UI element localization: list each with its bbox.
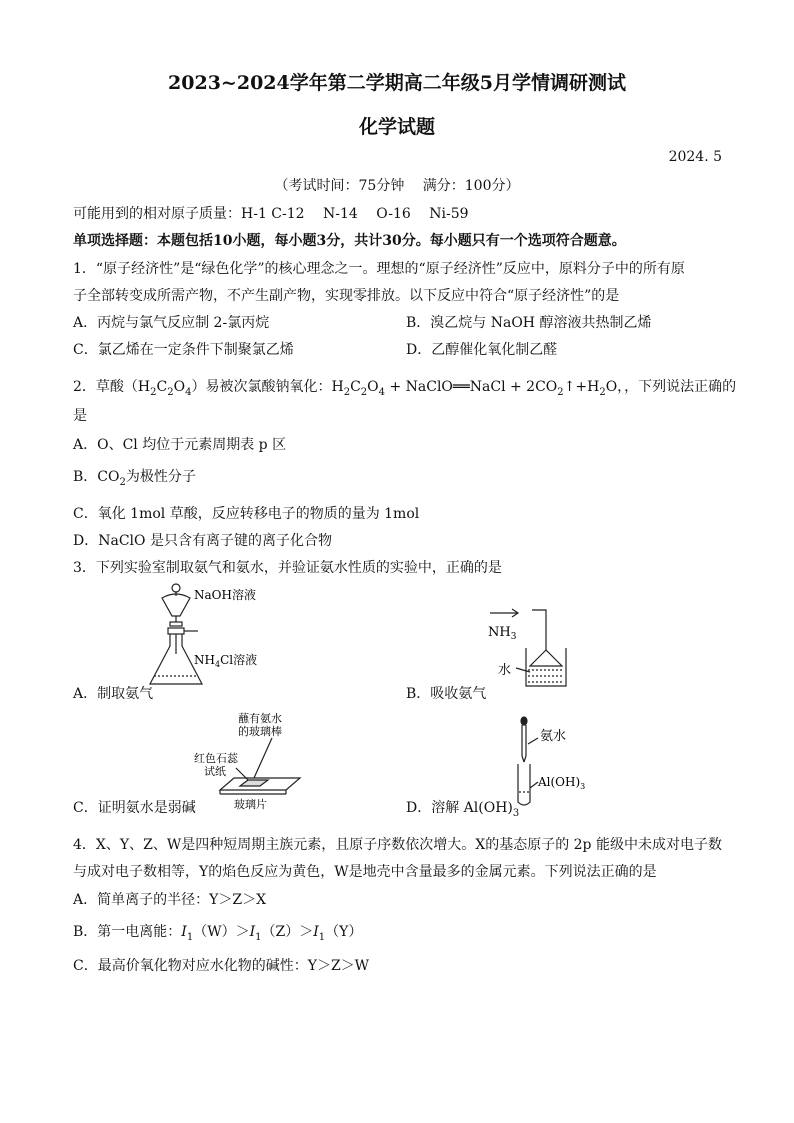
q3-option-b: B．吸收氨气 <box>406 686 487 702</box>
q4-option-b-w: （W）＞ <box>193 924 250 940</box>
q4-option-b-prefix: B．第一电离能： <box>73 924 182 940</box>
q3-option-d <box>406 797 519 819</box>
figure-b-gas-label: $NH_3$ <box>488 625 517 642</box>
q1-option-b: B．溴乙烷与 NaOH 醇溶液共热制乙烯 <box>406 315 652 331</box>
figure-c-rod-line2: 的玻璃棒 <box>238 725 282 738</box>
formula-o: O <box>173 379 186 395</box>
exam-info: （考试时间：75分钟 满分：100分） <box>274 178 520 194</box>
q2-option-d: D．NaClO 是只含有离子键的离子化合物 <box>73 533 332 549</box>
q2-option-a: A．O、Cl 均位于元素周期表 p 区 <box>73 437 287 453</box>
sub: 2 <box>119 476 126 488</box>
q1-option-a: A．丙烷与氯气反应制 2-氯丙烷 <box>73 315 270 331</box>
q2-stem-line1 <box>73 376 736 398</box>
formula-h: H <box>137 379 151 395</box>
sub: 3 <box>512 807 520 819</box>
figure-c-paper-line2: 试纸 <box>204 765 226 778</box>
q2-stem-line2: 是 <box>73 408 87 424</box>
exam-date: 2024. 5 <box>668 149 722 165</box>
figure-c-paper-line1: 红色石蕊 <box>194 752 238 765</box>
figure-b-apparatus <box>486 608 586 690</box>
figure-c-apparatus <box>190 712 320 812</box>
figure-a-label-bottom: $NH_4Cl$溶液 <box>194 653 258 669</box>
sub: 1 <box>186 931 194 943</box>
sub: 4 <box>185 386 192 398</box>
sub: 2 <box>557 386 564 398</box>
formula-c: C <box>156 379 168 395</box>
exam-subtitle: 化学试题 <box>358 116 435 138</box>
sub: 1 <box>255 931 262 943</box>
sub: 2 <box>599 386 606 398</box>
sub: 2 <box>360 386 368 398</box>
symbol-i: I <box>249 924 256 940</box>
q2-stem-mid: ）易被次氯酸钠氧化： <box>191 379 332 395</box>
q3-option-c: C．证明氨水是弱碱 <box>73 800 196 816</box>
figure-b-water-label: 水 <box>498 663 512 678</box>
symbol-i: I <box>313 924 319 940</box>
sub: 2 <box>167 386 174 398</box>
q2-option-b-suffix: 为极性分子 <box>125 469 196 485</box>
q3-option-d-prefix: D．溶解 Al(OH) <box>406 800 513 816</box>
q4-stem-line2: 与成对电子数相等，Y的焰色反应为黄色，W是地壳中含量最多的金属元素。下列说法正确的是 <box>73 864 657 880</box>
symbol-i: I <box>181 924 187 940</box>
q1-stem-line2: 子全部转变成所需产物，不产生副产物，实现零排放。以下反应中符合“原子经济性”的是 <box>73 288 620 304</box>
q2-equation-end: ↑+H <box>563 379 600 395</box>
q4-option-b-z: （Z）＞ <box>261 924 314 940</box>
q3-stem: 3．下列实验室制取氨气和氨水，并验证氨水性质的实验中，正确的是 <box>73 560 502 576</box>
q2-option-b-prefix: B．CO <box>73 469 120 485</box>
q1-stem-line1: 1．“原子经济性”是“绿色化学”的核心理念之一。理想的“原子经济性”反应中，原料分子中的所有原 <box>73 261 685 277</box>
atomic-masses: 可能用到的相对原子质量：H-1 C-12 N-14 O-16 Ni-59 <box>73 206 469 222</box>
q4-option-a: A．简单离子的半径：Y＞Z＞X <box>73 892 267 908</box>
figure-c-plate-label: 玻璃片 <box>234 798 267 811</box>
figure-a-apparatus <box>140 582 300 694</box>
figure-c-rod-line1: 蘸有氨水 <box>238 712 282 725</box>
q3-option-a: A．制取氨气 <box>73 686 154 702</box>
q4-option-b-y: （Y） <box>325 924 363 940</box>
q4-option-c: C．最高价氧化物对应水化物的碱性：Y＞Z＞W <box>73 958 370 974</box>
sub: 2 <box>343 386 351 398</box>
q2-stem-suffix: O，，下列说法正确的 <box>605 379 737 395</box>
formula-h: H <box>331 379 344 395</box>
figure-a-label-top: NaOH溶液 <box>194 588 256 602</box>
figure-d-top-label: 氨水 <box>540 729 567 744</box>
exam-title: 2023~2024学年第二学期高二年级5月学情调研测试 <box>168 72 626 94</box>
q4-option-b <box>73 921 362 943</box>
formula-o: O <box>367 379 379 395</box>
q1-option-d: D．乙醇催化氧化制乙醛 <box>406 342 558 358</box>
q2-stem-prefix: 2．草酸（ <box>73 379 138 395</box>
formula-c: C <box>350 379 361 395</box>
sub: 2 <box>150 386 157 398</box>
sub: 4 <box>378 386 386 398</box>
figure-d-bottom-label: $Al(OH)_3$ <box>538 775 586 791</box>
section-heading: 单项选择题：本题包括10小题，每小题3分，共计30分。每小题只有一个选项符合题意。 <box>73 233 626 249</box>
q1-option-c: C．氯乙烯在一定条件下制聚氯乙烯 <box>73 342 294 358</box>
q2-option-c: C．氧化 1mol 草酸，反应转移电子的物质的量为 1mol <box>73 506 420 522</box>
q4-stem-line1: 4．X、Y、Z、W是四种短周期主族元素，且原子序数依次增大。X的基态原子的 2p 能级中未成对电子数 <box>73 837 722 853</box>
sub: 1 <box>318 931 326 943</box>
figure-d-apparatus <box>510 716 600 806</box>
q2-equation-mid: + NaClO══NaCl + 2CO <box>385 379 558 395</box>
q2-option-b <box>73 466 196 488</box>
